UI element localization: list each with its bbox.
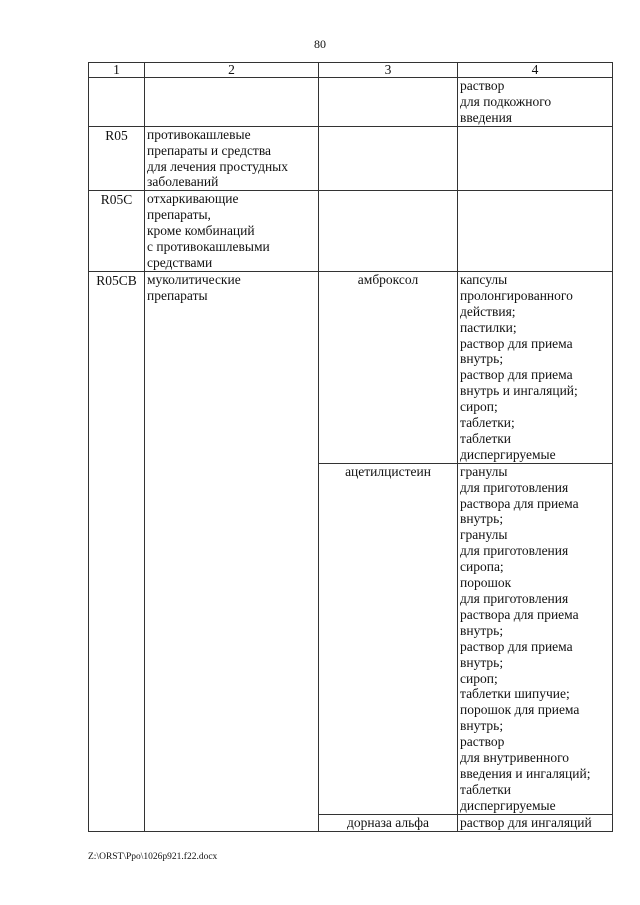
form-line: раствор [460, 734, 505, 750]
group-name-cell [145, 78, 319, 127]
name-line: препараты и средства [147, 142, 272, 158]
dosage-form-cell [458, 191, 613, 272]
name-line: препараты, [147, 207, 211, 223]
name-line: кроме комбинаций [147, 223, 255, 239]
form-line: сиропа; [460, 559, 504, 575]
substance-cell: ацетилцистеин [319, 463, 458, 814]
atc-code-cell [89, 78, 145, 127]
name-line: противокашлевые [147, 126, 251, 142]
form-line: для внутривенного [460, 750, 570, 766]
form-line: раствора для приема [460, 606, 579, 622]
atc-code-cell: R05CB [89, 271, 145, 831]
form-line: внутрь; [460, 718, 504, 734]
form-line: таблетки; [460, 415, 515, 431]
group-name-cell [145, 126, 319, 191]
form-line: порошок для приема [460, 702, 580, 718]
form-line: порошок [460, 575, 512, 591]
form-line: для приготовления [460, 479, 569, 495]
form-line: пастилки; [460, 319, 517, 335]
form-line: диспергируемые [460, 446, 556, 462]
dosage-form-cell [458, 814, 613, 831]
column-header-3: 3 [319, 63, 458, 78]
form-line: раствор для ингаляций [460, 814, 592, 830]
name-line: с противокашлевыми [147, 239, 270, 255]
dosage-form-cell [458, 126, 613, 191]
form-line: пролонгированного [460, 287, 573, 303]
atc-code-cell: R05 [89, 126, 145, 191]
name-line: препараты [147, 287, 208, 303]
form-line: введения [460, 109, 513, 125]
form-line: внутрь; [460, 351, 504, 367]
substance-cell [319, 126, 458, 191]
form-line: внутрь; [460, 511, 504, 527]
table-row [89, 191, 613, 272]
form-line: раствор для приема [460, 367, 573, 383]
form-line: диспергируемые [460, 797, 556, 813]
name-line: отхаркивающие [147, 191, 239, 207]
drug-table [88, 62, 613, 832]
form-line: раствор [460, 78, 505, 93]
table-header-row [89, 63, 613, 78]
column-header-2: 2 [145, 63, 319, 78]
form-line: для приготовления [460, 591, 569, 606]
form-line: сироп; [460, 670, 498, 686]
file-path-footer: Z:\ORST\Ppo\1026p921.f22.docx [88, 852, 218, 862]
form-line: раствор для приема [460, 638, 573, 654]
form-line: таблетки [460, 430, 512, 446]
table-row [89, 126, 613, 191]
form-line: для приготовления [460, 543, 569, 559]
name-line: средствами [147, 254, 213, 270]
form-line: внутрь; [460, 622, 504, 638]
form-line: таблетки [460, 781, 512, 797]
form-line: капсулы [460, 271, 508, 287]
form-line: раствор для приема [460, 335, 573, 351]
name-line: заболеваний [147, 174, 219, 190]
form-line: введения и ингаляций; [460, 765, 591, 781]
substance-cell [319, 191, 458, 272]
substance-cell: амброксол [319, 271, 458, 463]
dosage-form-cell [458, 271, 613, 463]
table-row [89, 271, 613, 463]
dosage-form-cell [458, 78, 613, 127]
column-header-1: 1 [89, 63, 145, 78]
form-line: раствора для приема [460, 495, 579, 511]
atc-code-cell: R05C [89, 191, 145, 272]
form-line: гранулы [460, 527, 508, 543]
substance-cell [319, 78, 458, 127]
column-header-4: 4 [458, 63, 613, 78]
form-line: для подкожного [460, 93, 552, 109]
form-line: гранулы [460, 463, 508, 479]
form-line: сироп; [460, 399, 498, 415]
form-line: таблетки шипучие; [460, 686, 570, 702]
table-row [89, 78, 613, 127]
form-line: действия; [460, 303, 516, 319]
substance-cell: дорназа альфа [319, 814, 458, 831]
dosage-form-cell [458, 463, 613, 814]
form-line: внутрь и ингаляций; [460, 383, 578, 399]
name-line: муколитические [147, 271, 241, 287]
group-name-cell [145, 191, 319, 272]
name-line: для лечения простудных [147, 158, 288, 174]
page-number: 80 [314, 37, 326, 51]
group-name-cell [145, 271, 319, 831]
form-line: внутрь; [460, 654, 504, 670]
